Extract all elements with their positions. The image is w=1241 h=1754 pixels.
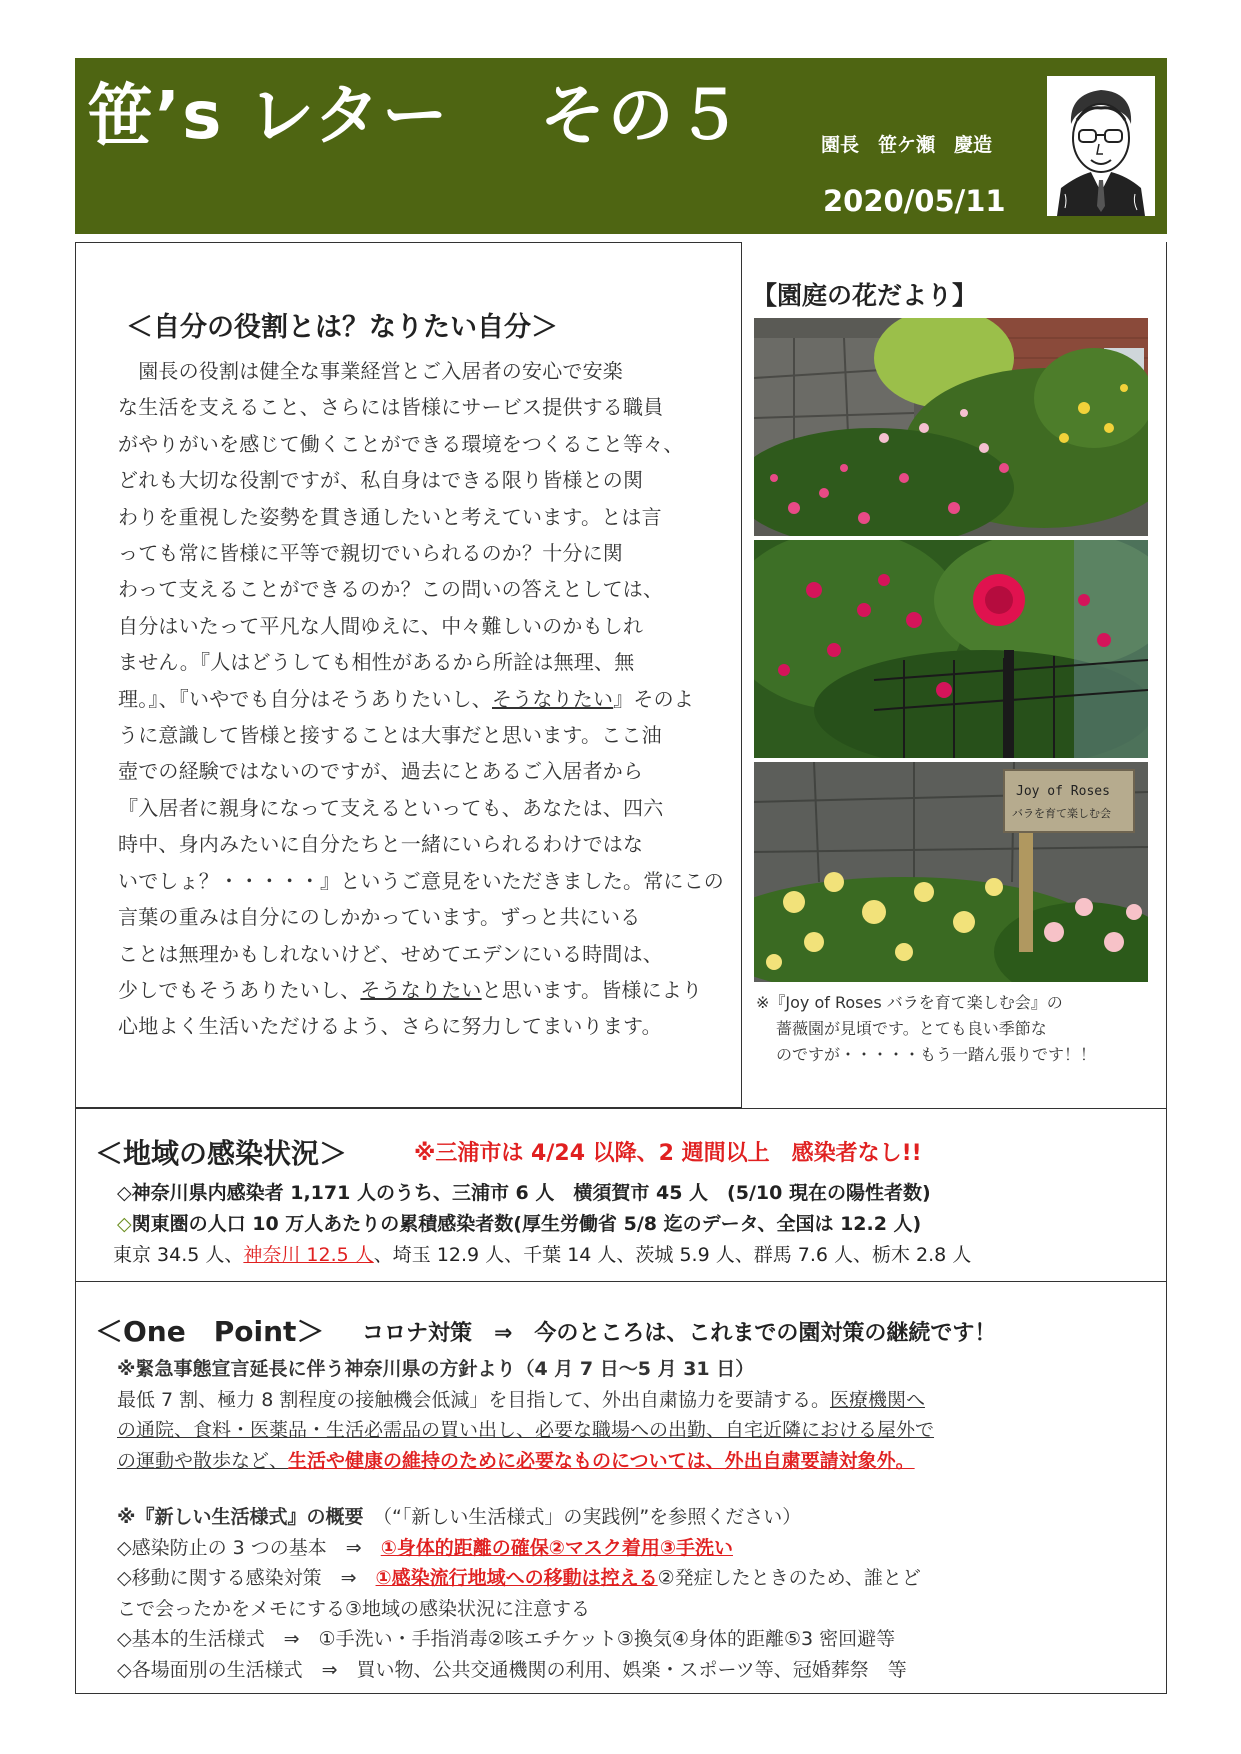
policy-line: の運動や散歩など、生活や健康の維持のために必要なものについては、外出自粛要請対象外。 [117, 1449, 915, 1472]
article-line: 自分はいたって平凡な人間ゆえに、中々難しいのかもしれ [118, 613, 644, 638]
onepoint-title: ＜One Point＞ [95, 1315, 325, 1348]
sign-text-line2: バラを育て楽しむ会 [1012, 807, 1111, 820]
article-line: 園長の役割は健全な事業経営とご入居者の安心で安楽 [118, 359, 623, 383]
article-line: 時中、身内みたいに自分たちと一緒にいられるわけではな [118, 832, 644, 857]
author-portrait-illustration [1047, 76, 1155, 216]
frame-border [1166, 242, 1167, 1693]
issue-number: その５ [539, 77, 744, 154]
article-line: わって支えることができるのか？この問いの答えとしては、 [118, 577, 664, 602]
photo-caption [756, 990, 1156, 1068]
article-line: 壺での経験ではないのですが、過去にとあるご入居者から [118, 759, 644, 784]
title-text: 笹’s レター [87, 77, 450, 154]
region-stats [113, 1178, 1157, 1271]
region-alert: ※三浦市は 4/24 以降、2 週間以上 感染者なし!! [414, 1141, 922, 1166]
article-line: わりを重視した姿勢を貫き通したいと考えています。とは言 [118, 504, 662, 529]
article-line: いでしょ？・・・・・』というご意見をいただきました。常にこの [118, 868, 724, 893]
policy-line: の通院、食料・医薬品・生活必需品の買い出し、必要な職場への出勤、自宅近隣における屋外で [117, 1419, 935, 1441]
onepoint-subtitle: コロナ対策 ⇒ 今のところは、これまでの園対策の継続です！ [362, 1321, 997, 1346]
region-stat-line: 東京 34.5 人、神奈川 12.5 人、埼玉 12.9 人、千葉 14 人、茨城 5.9 人、群馬 7.6 人、栃木 2.8 人 [113, 1244, 972, 1266]
policy-highlight: 生活や健康の維持のために必要なものについては、外出自粛要請対象外。 [288, 1449, 915, 1472]
lifestyle-item: ◇各場面別の生活様式 ⇒ 買い物、公共交通機関の利用、娯楽・スポーツ等、冠婚葬祭 等 [117, 1658, 907, 1681]
lifestyle-item: ◇移動に関する感染対策 ⇒ ①感染流行地域への移動は控える②発症したときのため、誰とど [117, 1567, 921, 1589]
article-line: 理。』、『いやでも自分はそうありたいし、そうなりたい』そのよ [118, 686, 695, 711]
frame-border [75, 1693, 1167, 1694]
article-line: ません。『人はどうしても相性があるから所詮は無理、無 [118, 650, 635, 675]
article-body [118, 353, 726, 1045]
article-line: どれも大切な役割ですが、私自身はできる限り皆様との関 [118, 468, 644, 493]
rose-garden-photo-3 [754, 762, 1148, 982]
lifestyle-item: ◇基本的生活様式 ⇒ ①手洗い・手指消毒②咳エチケット③換気④身体的距離⑤3 密回避等 [117, 1628, 896, 1650]
caption-line: ※『Joy of Roses バラを育て楽しむ会』の [756, 993, 1063, 1012]
garden-section-title: 【園庭の花だより】 [752, 281, 978, 310]
underlined-phrase: そうなりたい [360, 977, 482, 1002]
lifestyle-item: ◇感染防止の 3 つの基本 ⇒ ①身体的距離の確保②マスク着用③手洗い [117, 1536, 733, 1559]
article-panel [75, 242, 742, 1108]
caption-line: のですが・・・・・もう一踏ん張りです！！ [776, 1045, 1097, 1064]
kanagawa-highlight: 神奈川 12.5 人 [243, 1244, 374, 1266]
article-line: っても常に皆様に平等で親切でいられるのか？十分に関 [118, 541, 623, 566]
newsletter-header [75, 58, 1167, 234]
newsletter-title [87, 77, 744, 154]
rose-garden-photo-1 [754, 318, 1148, 536]
article-line: がやりがいを感じて働くことができる環境をつくること等々、 [118, 431, 684, 456]
rose-garden-photo-2 [754, 540, 1148, 758]
article-line: 言葉の重みは自分にのしかかっています。ずっと共にいる [118, 905, 641, 930]
region-section-title: ＜地域の感染状況＞ [95, 1137, 348, 1170]
article-line: 心地よく生活いただけるよう、さらに努力してまいります。 [118, 1014, 662, 1039]
policy-line: 最低 7 割、極力 8 割程度の接触機会低減」を目指して、外出自粛協力を要請する。医療機関へ [117, 1388, 925, 1411]
policy-heading: ※緊急事態宣言延長に伴う神奈川県の方針より（4 月 7 日～5 月 31 日） [117, 1358, 755, 1380]
issue-date: 2020/05/11 [823, 184, 1006, 218]
divider [75, 1108, 1167, 1109]
article-line: な生活を支えること、さらには皆様にサービス提供する職員 [118, 395, 664, 420]
frame-border [75, 1108, 76, 1693]
article-line: 『入居者に親身になって支えるといっても、あなたは、四六 [118, 795, 664, 820]
divider [75, 1281, 1167, 1282]
article-line: うに意識して皆様と接することは大事だと思います。ここ油 [118, 723, 662, 748]
article-line: ことは無理かもしれないけど、せめてエデンにいる時間は、 [118, 941, 663, 966]
underlined-phrase: そうなりたい [492, 686, 614, 711]
onepoint-body [117, 1354, 1157, 1685]
region-stat-line: ◇関東圏の人口 10 万人あたりの累積感染者数(厚生労働省 5/8 迄のデータ、全国は 12.2 人) [117, 1213, 922, 1235]
lifestyle-heading: ※『新しい生活様式』の概要 （“「新しい生活様式」の実践例”を参照ください） [117, 1506, 802, 1528]
article-title: ＜自分の役割とは？なりたい自分＞ [126, 312, 558, 343]
region-stat-line: ◇神奈川県内感染者 1,171 人のうち、三浦市 6 人 横須賀市 45 人 (5/10 現在の陽性者数) [117, 1182, 931, 1204]
author-name: 園長 笹ケ瀬 慶造 [821, 134, 993, 156]
caption-line: 薔薇園が見頃です。とても良い季節な [776, 1019, 1047, 1038]
sign-text-line1: Joy of Roses [1016, 784, 1110, 799]
lifestyle-item-cont: こで会ったかをメモにする③地域の感染状況に注意する [117, 1597, 591, 1620]
article-line: 少しでもそうありたいし、そうなりたいと思います。皆様により [118, 977, 703, 1002]
